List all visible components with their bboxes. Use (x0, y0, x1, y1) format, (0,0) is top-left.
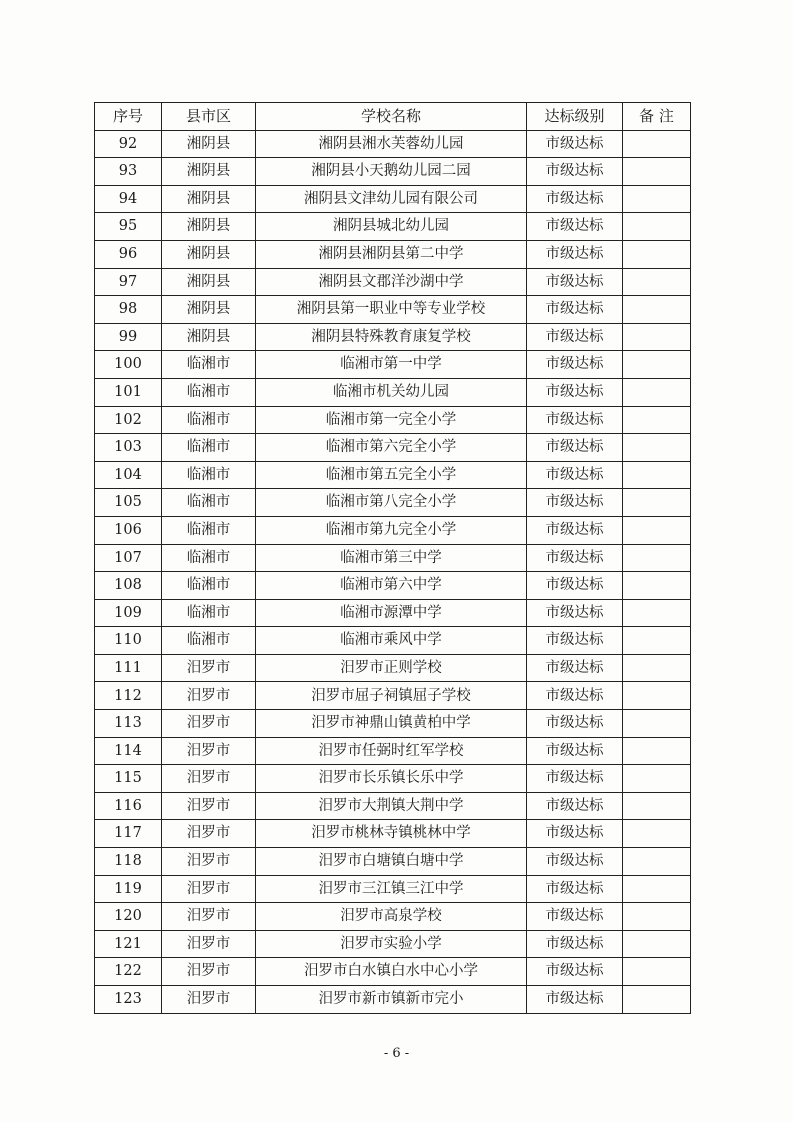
cell-county: 汨罗市 (162, 986, 256, 1014)
cell-note (623, 158, 691, 186)
cell-school: 汨罗市长乐镇长乐中学 (256, 765, 527, 793)
cell-no: 109 (95, 599, 162, 627)
cell-school: 临湘市第六完全小学 (256, 434, 527, 462)
cell-county: 临湘市 (162, 572, 256, 600)
cell-county: 湘阴县 (162, 296, 256, 324)
table-row (95, 516, 691, 544)
cell-no: 100 (95, 351, 162, 379)
cell-school: 汨罗市白塘镇白塘中学 (256, 848, 527, 876)
table-row (95, 130, 691, 158)
table-row (95, 268, 691, 296)
table-row (95, 820, 691, 848)
cell-note (623, 461, 691, 489)
table-row (95, 406, 691, 434)
cell-no: 108 (95, 572, 162, 600)
cell-school: 湘阴县小天鹅幼儿园二园 (256, 158, 527, 186)
cell-note (623, 516, 691, 544)
cell-note (623, 489, 691, 517)
cell-level: 市级达标 (527, 489, 623, 517)
cell-county: 湘阴县 (162, 130, 256, 158)
cell-note (623, 406, 691, 434)
cell-no: 114 (95, 737, 162, 765)
cell-county: 湘阴县 (162, 185, 256, 213)
cell-school: 汨罗市实验小学 (256, 930, 527, 958)
cell-level: 市级达标 (527, 737, 623, 765)
table-row (95, 737, 691, 765)
cell-no: 119 (95, 875, 162, 903)
table-row (95, 958, 691, 986)
header-no: 序号 (95, 103, 162, 131)
cell-county: 湘阴县 (162, 323, 256, 351)
cell-level: 市级达标 (527, 820, 623, 848)
table-row (95, 378, 691, 406)
cell-county: 汨罗市 (162, 765, 256, 793)
cell-no: 122 (95, 958, 162, 986)
cell-no: 123 (95, 986, 162, 1014)
cell-county: 临湘市 (162, 627, 256, 655)
cell-school: 湘阴县城北幼儿园 (256, 213, 527, 241)
cell-school: 汨罗市高泉学校 (256, 903, 527, 931)
cell-school: 临湘市源潭中学 (256, 599, 527, 627)
cell-no: 103 (95, 434, 162, 462)
cell-note (623, 903, 691, 931)
table-header-row (95, 103, 691, 131)
cell-note (623, 351, 691, 379)
cell-note (623, 323, 691, 351)
cell-no: 116 (95, 792, 162, 820)
cell-no: 107 (95, 544, 162, 572)
cell-school: 汨罗市任弼时红军学校 (256, 737, 527, 765)
page-number: - 6 - (383, 1046, 410, 1061)
cell-county: 湘阴县 (162, 240, 256, 268)
cell-no: 113 (95, 710, 162, 738)
cell-level: 市级达标 (527, 765, 623, 793)
cell-school: 临湘市第一中学 (256, 351, 527, 379)
cell-no: 102 (95, 406, 162, 434)
cell-no: 101 (95, 378, 162, 406)
cell-county: 汨罗市 (162, 820, 256, 848)
cell-no: 92 (95, 130, 162, 158)
cell-no: 110 (95, 627, 162, 655)
cell-level: 市级达标 (527, 792, 623, 820)
cell-no: 106 (95, 516, 162, 544)
cell-school: 汨罗市大荆镇大荆中学 (256, 792, 527, 820)
table-row (95, 875, 691, 903)
cell-level: 市级达标 (527, 213, 623, 241)
cell-note (623, 930, 691, 958)
cell-school: 汨罗市神鼎山镇黄柏中学 (256, 710, 527, 738)
table-row (95, 489, 691, 517)
cell-no: 121 (95, 930, 162, 958)
cell-county: 汨罗市 (162, 903, 256, 931)
cell-county: 汨罗市 (162, 737, 256, 765)
cell-level: 市级达标 (527, 682, 623, 710)
cell-county: 湘阴县 (162, 213, 256, 241)
cell-no: 105 (95, 489, 162, 517)
cell-county: 汨罗市 (162, 682, 256, 710)
cell-county: 临湘市 (162, 351, 256, 379)
cell-note (623, 710, 691, 738)
cell-school: 汨罗市白水镇白水中心小学 (256, 958, 527, 986)
table-row (95, 710, 691, 738)
cell-level: 市级达标 (527, 323, 623, 351)
cell-county: 临湘市 (162, 434, 256, 462)
cell-county: 临湘市 (162, 599, 256, 627)
cell-no: 95 (95, 213, 162, 241)
cell-level: 市级达标 (527, 378, 623, 406)
cell-no: 104 (95, 461, 162, 489)
table-row (95, 930, 691, 958)
cell-level: 市级达标 (527, 185, 623, 213)
cell-level: 市级达标 (527, 406, 623, 434)
cell-school: 临湘市第九完全小学 (256, 516, 527, 544)
cell-note (623, 792, 691, 820)
table-row (95, 792, 691, 820)
cell-county: 临湘市 (162, 378, 256, 406)
cell-no: 96 (95, 240, 162, 268)
cell-note (623, 765, 691, 793)
cell-no: 118 (95, 848, 162, 876)
cell-school: 湘阴县湘阴县第二中学 (256, 240, 527, 268)
cell-no: 111 (95, 654, 162, 682)
cell-note (623, 599, 691, 627)
cell-county: 湘阴县 (162, 268, 256, 296)
cell-note (623, 627, 691, 655)
table-row (95, 323, 691, 351)
cell-level: 市级达标 (527, 158, 623, 186)
cell-county: 汨罗市 (162, 958, 256, 986)
cell-level: 市级达标 (527, 710, 623, 738)
cell-no: 93 (95, 158, 162, 186)
cell-no: 98 (95, 296, 162, 324)
table-row (95, 185, 691, 213)
cell-school: 湘阴县文郡洋沙湖中学 (256, 268, 527, 296)
cell-level: 市级达标 (527, 930, 623, 958)
cell-school: 临湘市第八完全小学 (256, 489, 527, 517)
cell-note (623, 268, 691, 296)
cell-school: 汨罗市新市镇新市完小 (256, 986, 527, 1014)
table-row (95, 434, 691, 462)
cell-county: 汨罗市 (162, 710, 256, 738)
cell-note (623, 654, 691, 682)
cell-school: 汨罗市三江镇三江中学 (256, 875, 527, 903)
cell-note (623, 958, 691, 986)
cell-county: 临湘市 (162, 516, 256, 544)
table-row (95, 351, 691, 379)
table-row (95, 296, 691, 324)
cell-level: 市级达标 (527, 599, 623, 627)
cell-level: 市级达标 (527, 434, 623, 462)
cell-level: 市级达标 (527, 848, 623, 876)
cell-school: 汨罗市屈子祠镇屈子学校 (256, 682, 527, 710)
cell-school: 湘阴县特殊教育康复学校 (256, 323, 527, 351)
cell-note (623, 875, 691, 903)
cell-level: 市级达标 (527, 544, 623, 572)
cell-county: 汨罗市 (162, 875, 256, 903)
table-row (95, 848, 691, 876)
cell-level: 市级达标 (527, 130, 623, 158)
cell-county: 湘阴县 (162, 158, 256, 186)
table-row (95, 599, 691, 627)
cell-note (623, 820, 691, 848)
cell-school: 临湘市第一完全小学 (256, 406, 527, 434)
cell-school: 汨罗市桃林寺镇桃林中学 (256, 820, 527, 848)
cell-note (623, 240, 691, 268)
header-school: 学校名称 (256, 103, 527, 131)
table-row (95, 461, 691, 489)
cell-level: 市级达标 (527, 958, 623, 986)
cell-school: 湘阴县文津幼儿园有限公司 (256, 185, 527, 213)
cell-note (623, 434, 691, 462)
cell-note (623, 986, 691, 1014)
header-level: 达标级别 (527, 103, 623, 131)
cell-level: 市级达标 (527, 268, 623, 296)
cell-county: 汨罗市 (162, 654, 256, 682)
cell-level: 市级达标 (527, 627, 623, 655)
cell-level: 市级达标 (527, 351, 623, 379)
cell-no: 99 (95, 323, 162, 351)
cell-county: 临湘市 (162, 406, 256, 434)
cell-county: 临湘市 (162, 461, 256, 489)
table-row (95, 903, 691, 931)
cell-note (623, 848, 691, 876)
cell-no: 94 (95, 185, 162, 213)
cell-level: 市级达标 (527, 296, 623, 324)
cell-county: 汨罗市 (162, 930, 256, 958)
cell-county: 汨罗市 (162, 848, 256, 876)
cell-no: 97 (95, 268, 162, 296)
cell-county: 临湘市 (162, 544, 256, 572)
cell-level: 市级达标 (527, 572, 623, 600)
cell-note (623, 185, 691, 213)
table-body (95, 130, 691, 1013)
cell-level: 市级达标 (527, 903, 623, 931)
header-note: 备 注 (623, 103, 691, 131)
table-row (95, 572, 691, 600)
cell-school: 湘阴县湘水芙蓉幼儿园 (256, 130, 527, 158)
cell-school: 临湘市机关幼儿园 (256, 378, 527, 406)
cell-county: 临湘市 (162, 489, 256, 517)
table-row (95, 986, 691, 1014)
cell-no: 120 (95, 903, 162, 931)
table-row (95, 654, 691, 682)
cell-school: 临湘市第三中学 (256, 544, 527, 572)
table-row (95, 544, 691, 572)
cell-note (623, 296, 691, 324)
cell-level: 市级达标 (527, 461, 623, 489)
cell-level: 市级达标 (527, 986, 623, 1014)
cell-note (623, 682, 691, 710)
cell-school: 临湘市乘风中学 (256, 627, 527, 655)
cell-level: 市级达标 (527, 875, 623, 903)
cell-note (623, 213, 691, 241)
cell-level: 市级达标 (527, 516, 623, 544)
cell-note (623, 378, 691, 406)
cell-note (623, 130, 691, 158)
table-row (95, 240, 691, 268)
cell-school: 湘阴县第一职业中等专业学校 (256, 296, 527, 324)
table-row (95, 627, 691, 655)
table-row (95, 213, 691, 241)
table-row (95, 682, 691, 710)
cell-level: 市级达标 (527, 240, 623, 268)
cell-no: 112 (95, 682, 162, 710)
cell-school: 汨罗市正则学校 (256, 654, 527, 682)
header-county: 县市区 (162, 103, 256, 131)
cell-school: 临湘市第五完全小学 (256, 461, 527, 489)
table-row (95, 765, 691, 793)
cell-note (623, 737, 691, 765)
cell-county: 汨罗市 (162, 792, 256, 820)
cell-school: 临湘市第六中学 (256, 572, 527, 600)
cell-note (623, 572, 691, 600)
table-row (95, 158, 691, 186)
school-table (94, 102, 691, 1014)
cell-note (623, 544, 691, 572)
cell-no: 117 (95, 820, 162, 848)
cell-level: 市级达标 (527, 654, 623, 682)
cell-no: 115 (95, 765, 162, 793)
